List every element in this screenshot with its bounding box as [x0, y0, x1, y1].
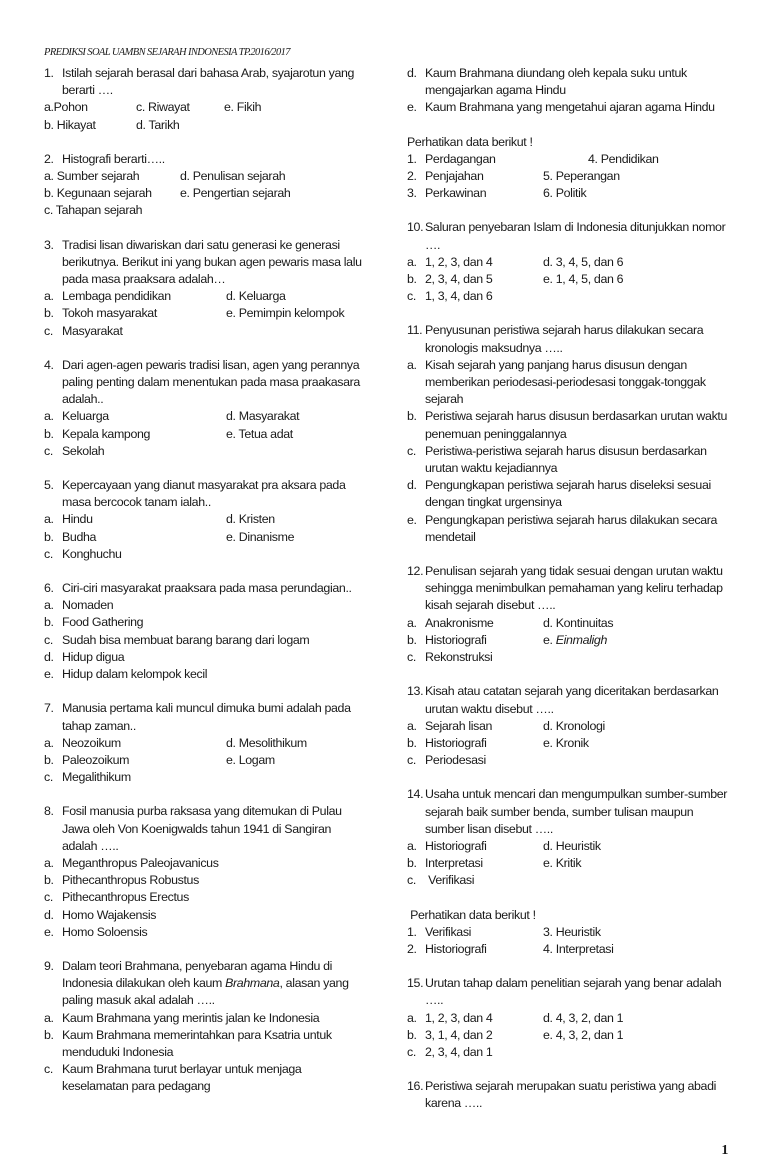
- option-c: Pithecanthropus Erectus: [62, 890, 189, 905]
- option-e: e. 1, 4, 5, dan 6: [543, 272, 624, 287]
- option-d: Homo Wajakensis: [62, 907, 157, 922]
- option-b: Pithecanthropus Robustus: [62, 873, 199, 888]
- question-number: 8.: [44, 804, 54, 819]
- option-d: d. Kristen: [226, 512, 275, 527]
- question-14: 14. Usaha untuk mencari dan mengumpulkan sumber-sumber sejarah baik sumber benda, sumber tulisan maupun sumber lisan disebut ….. a. Historiografi d. Heuristik b. Interpretasi e. Kritik c. Verifikasi: [407, 786, 729, 889]
- option-e: e. 4, 3, 2, dan 1: [543, 1027, 624, 1042]
- option-d: d. Tarikh: [136, 117, 180, 132]
- right-column: [407, 65, 729, 1130]
- data-item-6: 6. Politik: [543, 186, 587, 201]
- question-11: 11. Penyusunan peristiwa sejarah harus dilakukan secara kronologis maksudnya ….. a. Kisah sejarah yang panjang harus disusun dengan memberikan periodesasi-periodesasi tonggak-tonggak sejarah b. Peristiwa sejarah harus disusun berdasarkan urutan waktu penemuan peninggalannya c. Peristiwa-peristiwa sejarah harus disusun berdasarkan urutan waktu kejadiannya d. Pengungkapan peristiwa sejarah harus diseleksi sesuai dengan tingkat urgensinya e. Pengungkapan peristiwa sejarah harus dilakukan secara mendetail: [407, 322, 729, 546]
- option-a: Sejarah lisan: [425, 718, 493, 733]
- question-4: 4. Dari agen-agen pewaris tradisi lisan, agen yang perannya paling penting dalam menentukan pada masa praakasara adalah.. a. Keluarga d. Masyarakat b. Kepala kampong e. Tetua adat c. Sekolah: [44, 357, 364, 460]
- question-text: Tradisi lisan diwariskan dari satu generasi ke generasi berikutnya. Berikut ini yang bukan agen pewaris masa lalu pada masa praaksara adalah…: [62, 237, 362, 287]
- option-b: Paleozoikum: [62, 752, 130, 767]
- question-number: 11.: [407, 323, 423, 338]
- data-block-1: Perhatikan data berikut ! 1. Perdagangan 4. Pendidikan 2. Penjajahan 5. Peperangan 3. Perkawinan 6. Politik: [407, 134, 729, 203]
- option-d: d. Kronologi: [543, 718, 605, 733]
- option-d: d. Mesolithikum: [226, 735, 307, 750]
- option-b: Peristiwa sejarah harus disusun berdasarkan urutan waktu penemuan peninggalannya: [425, 409, 728, 441]
- question-9-continued: d. Kaum Brahmana diundang oleh kepala suku untuk mengajarkan agama Hindu e. Kaum Brahmana yang mengetahui ajaran agama Hindu: [407, 65, 729, 117]
- option-e: e. Logam: [226, 752, 275, 767]
- option-c: c. Riwayat: [136, 100, 190, 115]
- question-number: 5.: [44, 478, 54, 493]
- option-a: Historiografi: [425, 838, 487, 853]
- data-item-2: Historiografi: [425, 941, 487, 956]
- document-header: PREDIKSI SOAL UAMBN SEJARAH INDONESIA TP.2016/2017: [44, 47, 290, 58]
- option-a: Lembaga pendidikan: [62, 289, 171, 304]
- option-a: Neozoikum: [62, 735, 121, 750]
- option-e: e. Einmaligh: [543, 632, 607, 647]
- option-c: 1, 3, 4, dan 6: [425, 289, 493, 304]
- question-5: 5. Kepercayaan yang dianut masyarakat pra aksara pada masa bercocok tanam ialah.. a. Hindu d. Kristen b. Budha e. Dinanisme c. Konghuchu: [44, 477, 364, 563]
- option-c: Kaum Brahmana turut berlayar untuk menjaga keselamatan para pedagang: [62, 1062, 302, 1094]
- option-e: e. Pemimpin kelompok: [226, 306, 345, 321]
- question-text: Peristiwa sejarah merupakan suatu peristiwa yang abadi karena …..: [425, 1079, 717, 1111]
- question-7: 7. Manusia pertama kali muncul dimuka bumi adalah pada tahap zaman.. a. Neozoikum d. Mesolithikum b. Paleozoikum e. Logam c. Megalithikum: [44, 700, 364, 786]
- question-number: 14.: [407, 787, 424, 802]
- option-b: Historiografi: [425, 632, 487, 647]
- option-c: c. Tahapan sejarah: [44, 203, 143, 218]
- option-a: Kisah sejarah yang panjang harus disusun dengan memberikan periodesasi-periodesasi tonggak-tonggak sejarah: [425, 357, 706, 407]
- option-e: e. Dinanisme: [226, 529, 295, 544]
- data-item-2: Penjajahan: [425, 169, 484, 184]
- option-d: d. Penulisan sejarah: [180, 169, 286, 184]
- option-b: Interpretasi: [425, 856, 483, 871]
- question-text: Dari agen-agen pewaris tradisi lisan, agen yang perannya paling penting dalam menentukan pada masa praakasara adalah..: [62, 357, 360, 407]
- data-item-1: Perdagangan: [425, 151, 496, 166]
- option-a: Hindu: [62, 512, 93, 527]
- data-item-3: Perkawinan: [425, 186, 487, 201]
- question-text: Dalam teori Brahmana, penyebaran agama Hindu di Indonesia dilakukan oleh kaum Brahmana, alasan yang paling masuk akal adalah …..: [62, 958, 349, 1008]
- question-1: [44, 65, 364, 134]
- question-number: 3.: [44, 237, 54, 252]
- question-text: Urutan tahap dalam penelitian sejarah yang benar adalah …..: [425, 976, 722, 1008]
- option-e: Pengungkapan peristiwa sejarah harus dilakukan secara mendetail: [425, 512, 718, 544]
- option-b: Food Gathering: [62, 615, 144, 630]
- option-d: d. Heuristik: [543, 838, 601, 853]
- data-item-4: 4. Interpretasi: [543, 941, 614, 956]
- data-title: Perhatikan data berikut !: [407, 907, 536, 922]
- option-c: Megalithikum: [62, 770, 131, 785]
- question-16: [407, 1078, 729, 1112]
- option-c: 2, 3, 4, dan 1: [425, 1044, 493, 1059]
- option-b: Kaum Brahmana memerintahkan para Ksatria untuk menduduki Indonesia: [62, 1027, 332, 1059]
- option-d: Hidup digua: [62, 649, 125, 664]
- option-d: Pengungkapan peristiwa sejarah harus diseleksi sesuai dengan tingkat urgensinya: [425, 478, 711, 510]
- question-number: 13.: [407, 684, 424, 699]
- data-item-4: 4. Pendidikan: [588, 151, 659, 166]
- option-a: 1, 2, 3, dan 4: [425, 1010, 493, 1025]
- option-b: b. Kegunaan sejarah: [44, 186, 152, 201]
- question-number: 9.: [44, 958, 54, 973]
- option-e: e. Kritik: [543, 856, 582, 871]
- question-text: Usaha untuk mencari dan mengumpulkan sumber-sumber sejarah baik sumber benda, sumber tulisan maupun sumber lisan disebut …..: [425, 787, 728, 836]
- option-d: d. 3, 4, 5, dan 6: [543, 254, 624, 269]
- question-6: 6. Ciri-ciri masyarakat praaksara pada masa perundagian.. a. Nomaden b. Food Gathering c. Sudah bisa membuat barang barang dari logam d. Hidup digua e. Hidup dalam kelompok kecil: [44, 580, 364, 683]
- option-a: a. Sumber sejarah: [44, 169, 140, 184]
- option-b: 2, 3, 4, dan 5: [425, 272, 493, 287]
- option-a: Kaum Brahmana yang merintis jalan ke Indonesia: [62, 1010, 320, 1025]
- question-number: 12.: [407, 564, 424, 579]
- question-text: Saluran penyebaran Islam di Indonesia ditunjukkan nomor ….: [425, 220, 726, 252]
- option-e: e. Fikih: [224, 100, 262, 115]
- option-a: Meganthropus Paleojavanicus: [62, 855, 219, 870]
- option-b: Tokoh masyarakat: [62, 306, 157, 321]
- option-c: Sudah bisa membuat barang barang dari logam: [62, 632, 310, 647]
- question-9: 9. Dalam teori Brahmana, penyebaran agama Hindu di Indonesia dilakukan oleh kaum Brahmana, alasan yang paling masuk akal adalah ….. a. Kaum Brahmana yang merintis jalan ke Indonesia b. Kaum Brahmana memerintahkan para Ksatria untuk menduduki Indonesia c. Kaum Brahmana turut berlayar untuk menjaga keselamatan para pedagang: [44, 958, 364, 1096]
- option-d: d. Kontinuitas: [543, 615, 614, 630]
- option-e: Hidup dalam kelompok kecil: [62, 667, 208, 682]
- option-d: d. 4, 3, 2, dan 1: [543, 1010, 624, 1025]
- question-text: Histografi berarti…..: [62, 151, 165, 166]
- data-block-2: Perhatikan data berikut ! 1. Verifikasi 3. Heuristik 2. Historiografi 4. Interpretasi: [407, 907, 729, 959]
- question-3: 3. Tradisi lisan diwariskan dari satu generasi ke generasi berikutnya. Berikut ini yang bukan agen pewaris masa lalu pada masa praaksara adalah… a. Lembaga pendidikan d. Keluarga b. Tokoh masyarakat e. Pemimpin kelompok c. Masyarakat: [44, 237, 364, 340]
- question-number: 6.: [44, 581, 54, 596]
- option-c: Sekolah: [62, 443, 105, 458]
- option-b: Kepala kampong: [62, 426, 151, 441]
- option-d: d. Keluarga: [226, 289, 286, 304]
- option-e: e. Tetua adat: [226, 426, 293, 441]
- question-number: 16.: [407, 1079, 424, 1094]
- data-title: Perhatikan data berikut !: [407, 134, 533, 149]
- question-text: Kepercayaan yang dianut masyarakat pra aksara pada masa bercocok tanam ialah..: [62, 478, 346, 510]
- data-item-1: Verifikasi: [425, 924, 472, 939]
- question-8: 8. Fosil manusia purba raksasa yang ditemukan di Pulau Jawa oleh Von Koenigwalds tahun 1941 di Sangiran adalah ….. a. Meganthropus Paleojavanicus b. Pithecanthropus Robustus c. Pithecanthropus Erectus d. Homo Wajakensis e. Homo Soloensis: [44, 803, 364, 941]
- option-a: Keluarga: [62, 409, 109, 424]
- option-d: d. Masyarakat: [226, 409, 300, 424]
- option-b: 3, 1, 4, dan 2: [425, 1027, 493, 1042]
- option-e: Kaum Brahmana yang mengetahui ajaran agama Hindu: [425, 100, 715, 115]
- option-a: a.Pohon: [44, 100, 88, 115]
- question-number: 2.: [44, 151, 54, 166]
- option-d: Kaum Brahmana diundang oleh kepala suku untuk mengajarkan agama Hindu: [425, 66, 687, 98]
- question-text: Istilah sejarah berasal dari bahasa Arab, syajarotun yang berarti ….: [62, 66, 355, 98]
- question-text: Penyusunan peristiwa sejarah harus dilakukan secara kronologis maksudnya …..: [425, 323, 704, 355]
- question-text: Manusia pertama kali muncul dimuka bumi adalah pada tahap zaman..: [62, 701, 351, 733]
- option-c: Konghuchu: [62, 546, 122, 561]
- option-b: Budha: [62, 529, 97, 544]
- data-item-5: 5. Peperangan: [543, 169, 620, 184]
- question-text: Fosil manusia purba raksasa yang ditemukan di Pulau Jawa oleh Von Koenigwalds tahun 1941 di Sangiran adalah …..: [62, 804, 342, 853]
- question-10: 10. Saluran penyebaran Islam di Indonesia ditunjukkan nomor …. a. 1, 2, 3, dan 4 d. 3, 4, 5, dan 6 b. 2, 3, 4, dan 5 e. 1, 4, 5, dan 6 c. 1, 3, 4, dan 6: [407, 219, 729, 305]
- option-e: e. Kronik: [543, 735, 589, 750]
- question-12: 12. Penulisan sejarah yang tidak sesuai dengan urutan waktu sehingga menimbulkan pemahaman yang keliru terhadap kisah sejarah disebut ….. a. Anakronisme d. Kontinuitas b. Historiografi e. Einmaligh c. Rekonstruksi: [407, 563, 729, 666]
- data-item-3: 3. Heuristik: [543, 924, 601, 939]
- question-15: 15. Urutan tahap dalam penelitian sejarah yang benar adalah ….. a. 1, 2, 3, dan 4 d. 4, 3, 2, dan 1 b. 3, 1, 4, dan 2 e. 4, 3, 2, dan 1 c. 2, 3, 4, dan 1: [407, 975, 729, 1061]
- question-number: 4.: [44, 357, 54, 372]
- question-text: Ciri-ciri masyarakat praaksara pada masa perundagian..: [62, 581, 352, 596]
- left-column: [44, 65, 364, 1113]
- option-a: 1, 2, 3, dan 4: [425, 254, 493, 269]
- option-c: Rekonstruksi: [425, 650, 493, 665]
- option-e: Homo Soloensis: [62, 924, 148, 939]
- question-number: 10.: [407, 220, 424, 235]
- option-c: Peristiwa-peristiwa sejarah harus disusun berdasarkan urutan waktu kejadiannya: [425, 443, 707, 476]
- page-number: 1: [721, 1143, 728, 1158]
- question-number: 7.: [44, 701, 54, 716]
- option-c: Masyarakat: [62, 323, 123, 338]
- option-b: b. Hikayat: [44, 117, 96, 132]
- question-13: 13. Kisah atau catatan sejarah yang diceritakan berdasarkan urutan waktu disebut ….. a. Sejarah lisan d. Kronologi b. Historiografi e. Kronik c. Periodesasi: [407, 683, 729, 769]
- question-text: Kisah atau catatan sejarah yang diceritakan berdasarkan urutan waktu disebut …..: [425, 684, 719, 716]
- option-b: Historiografi: [425, 735, 487, 750]
- question-number: 1.: [44, 66, 54, 80]
- question-number: 15.: [407, 976, 424, 991]
- question-text: Penulisan sejarah yang tidak sesuai dengan urutan waktu sehingga menimbulkan pemahaman yang keliru terhadap kisah sejarah disebut …..: [425, 564, 723, 613]
- option-e: e. Pengertian sejarah: [180, 186, 291, 201]
- question-2: [44, 151, 364, 220]
- option-a: Anakronisme: [425, 615, 494, 630]
- option-a: Nomaden: [62, 598, 114, 613]
- option-c: Verifikasi: [425, 873, 475, 888]
- option-c: Periodesasi: [425, 753, 486, 768]
